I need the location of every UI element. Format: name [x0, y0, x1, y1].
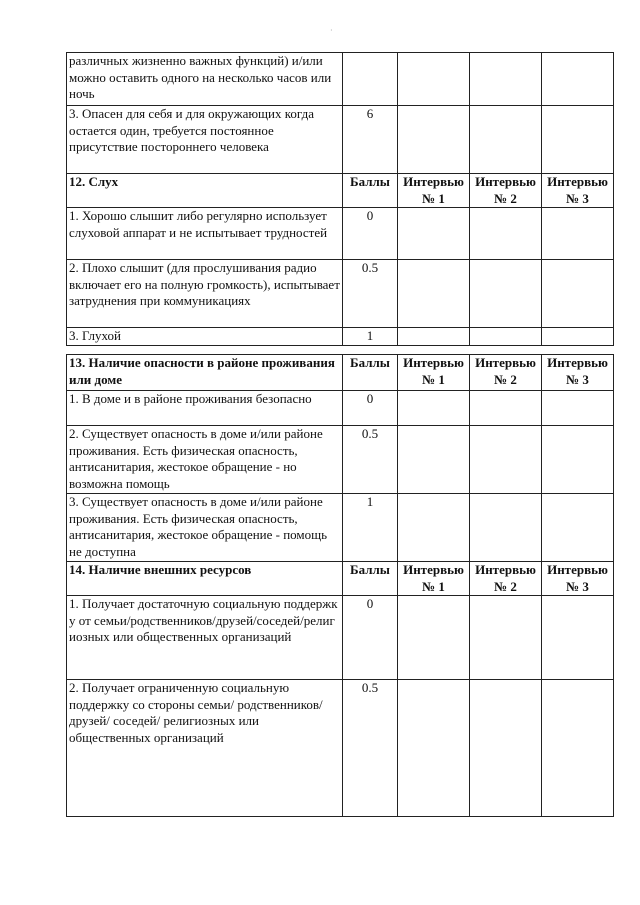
section-header-row [67, 355, 614, 391]
score-value: 6 [343, 106, 398, 174]
option-text: 3. Опасен для себя и для окружающих когда остается один, требуется постоянное присутствие постороннего человека [67, 106, 343, 174]
interview-1-cell[interactable] [398, 328, 470, 346]
table-row [67, 260, 614, 328]
interview-3-header: Интервью № 3 [542, 174, 614, 208]
interview-1-header: Интервью № 1 [398, 174, 470, 208]
option-text: 3. Глухой [67, 328, 343, 346]
score-value: 1 [343, 328, 398, 346]
score-value: 0.5 [343, 260, 398, 328]
interview-2-header: Интервью № 2 [470, 174, 542, 208]
score-value: 1 [343, 494, 398, 562]
score-value: 0 [343, 208, 398, 260]
interview-3-header: Интервью № 3 [542, 562, 614, 596]
option-text: 1. Получает достаточную социальную поддержку от семьи/родственников/друзей/соседей/религиозных или общественных организаций [67, 596, 343, 680]
interview-1-cell[interactable] [398, 53, 470, 106]
option-text: 1. В доме и в районе проживания безопасно [67, 391, 343, 426]
section-title: 13. Наличие опасности в районе проживания или доме [67, 355, 343, 391]
interview-3-cell[interactable] [542, 53, 614, 106]
interview-2-cell[interactable] [470, 494, 542, 562]
interview-2-cell[interactable] [470, 680, 542, 817]
table-row [67, 106, 614, 174]
option-text: 1. Хорошо слышит либо регулярно использует слуховой аппарат и не испытывает трудностей [67, 208, 343, 260]
score-value: 0.5 [343, 426, 398, 494]
score-value: 0 [343, 596, 398, 680]
interview-1-cell[interactable] [398, 494, 470, 562]
section-title: 14. Наличие внешних ресурсов [67, 562, 343, 596]
table-row [67, 426, 614, 494]
interview-1-cell[interactable] [398, 391, 470, 426]
interview-2-cell[interactable] [470, 106, 542, 174]
interview-1-header: Интервью № 1 [398, 562, 470, 596]
option-text: 2. Плохо слышит (для прослушивания радио включает его на полную громкость), испытывает затруднения при коммуникациях [67, 260, 343, 328]
table-row [67, 328, 614, 346]
interview-3-cell[interactable] [542, 426, 614, 494]
interview-2-header: Интервью № 2 [470, 355, 542, 391]
interview-1-cell[interactable] [398, 106, 470, 174]
option-text: 3. Существует опасность в доме и/или районе проживания. Есть физическая опасность, антисанитария, жестокое обращение - помощь не доступна [67, 494, 343, 562]
interview-1-cell[interactable] [398, 596, 470, 680]
interview-2-cell[interactable] [470, 53, 542, 106]
option-text: 2. Получает ограниченную социальную поддержку со стороны семьи/ родственников/ друзей/ соседей/ религиозных или общественных организаций [67, 680, 343, 817]
interview-2-cell[interactable] [470, 260, 542, 328]
interview-2-cell[interactable] [470, 426, 542, 494]
score-header: Баллы [343, 174, 398, 208]
interview-3-cell[interactable] [542, 260, 614, 328]
score-header: Баллы [343, 562, 398, 596]
interview-1-cell[interactable] [398, 260, 470, 328]
table-row [67, 596, 614, 680]
interview-3-cell[interactable] [542, 106, 614, 174]
section-header-row [67, 562, 614, 596]
interview-2-cell[interactable] [470, 596, 542, 680]
section-header-row [67, 174, 614, 208]
section-title: 12. Слух [67, 174, 343, 208]
page-mark: · [330, 26, 333, 35]
interview-2-header: Интервью № 2 [470, 562, 542, 596]
interview-1-cell[interactable] [398, 680, 470, 817]
interview-3-cell[interactable] [542, 208, 614, 260]
interview-2-cell[interactable] [470, 208, 542, 260]
score-value: 0.5 [343, 680, 398, 817]
score-value: 0 [343, 391, 398, 426]
option-text: 2. Существует опасность в доме и/или районе проживания. Есть физическая опасность, антисанитария, жестокое обращение - но возможна помощь [67, 426, 343, 494]
assessment-table-hearing [66, 52, 614, 346]
interview-3-cell[interactable] [542, 494, 614, 562]
interview-1-cell[interactable] [398, 208, 470, 260]
score-cell[interactable] [343, 53, 398, 106]
interview-3-cell[interactable] [542, 328, 614, 346]
table-row [67, 53, 614, 106]
score-header: Баллы [343, 355, 398, 391]
table-row [67, 494, 614, 562]
table-row [67, 680, 614, 817]
interview-3-header: Интервью № 3 [542, 355, 614, 391]
interview-1-header: Интервью № 1 [398, 355, 470, 391]
interview-3-cell[interactable] [542, 391, 614, 426]
interview-3-cell[interactable] [542, 680, 614, 817]
interview-3-cell[interactable] [542, 596, 614, 680]
interview-1-cell[interactable] [398, 426, 470, 494]
table-row [67, 208, 614, 260]
interview-2-cell[interactable] [470, 328, 542, 346]
assessment-table-safety-resources [66, 354, 614, 817]
interview-2-cell[interactable] [470, 391, 542, 426]
table-row [67, 391, 614, 426]
continuation-text: различных жизненно важных функций) и/или можно оставить одного на несколько часов или ночь [67, 53, 343, 106]
